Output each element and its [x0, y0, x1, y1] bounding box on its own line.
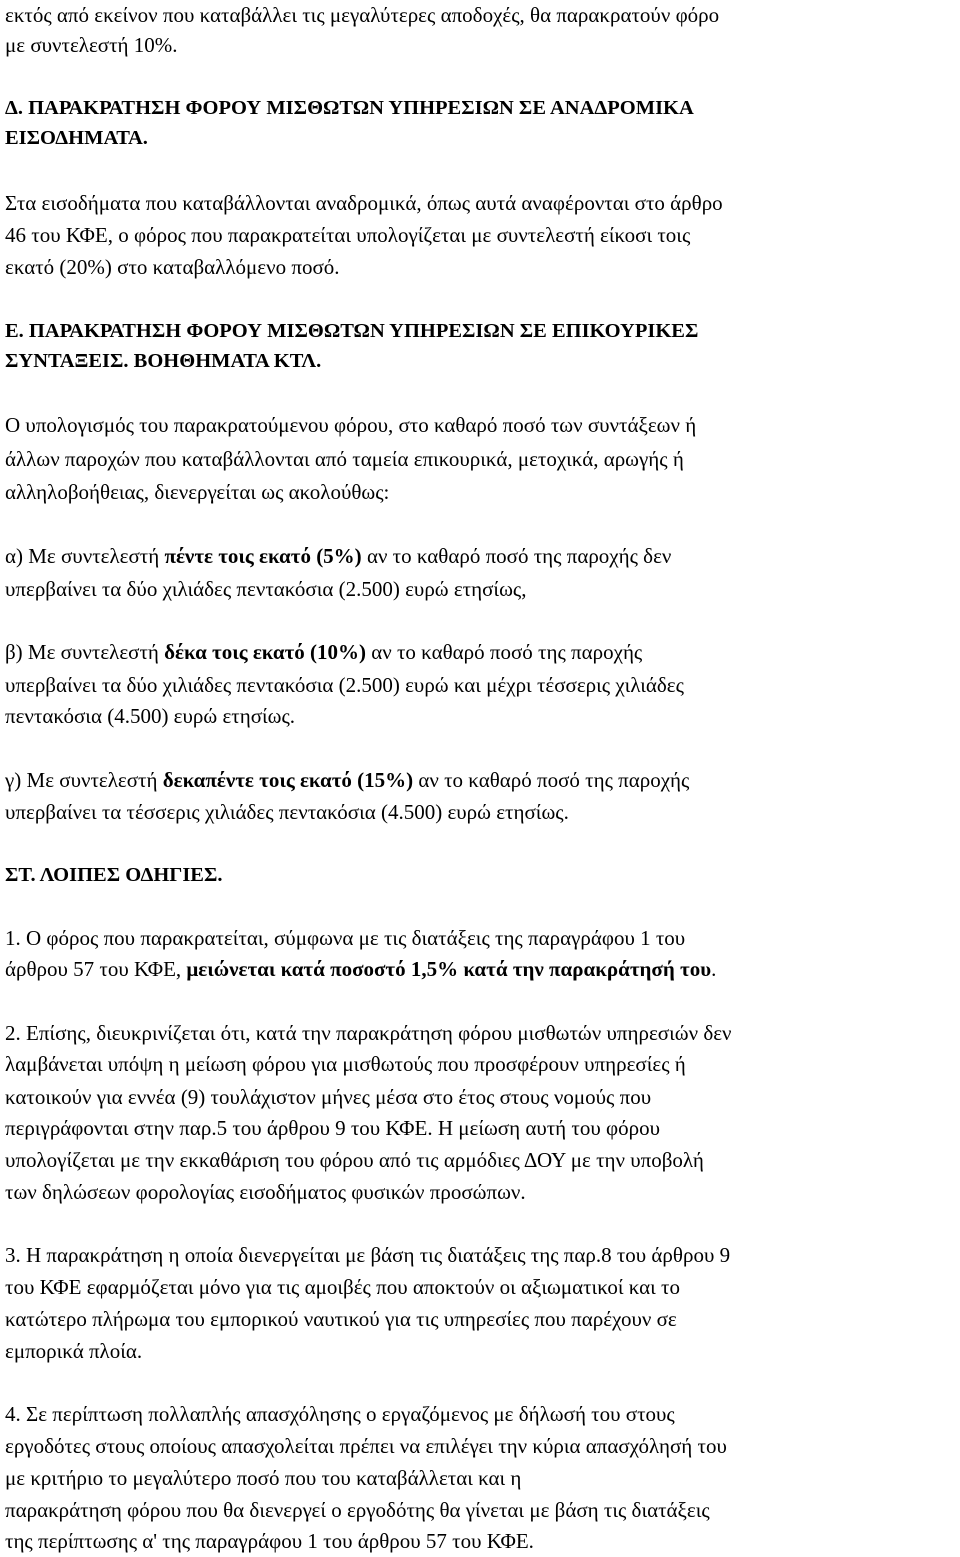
- section-st-heading-text: ΣΤ. ΛΟΙΠΕΣ ΟΔΗΓΙΕΣ.: [5, 864, 223, 886]
- section-e-para-line-1: Ο υπολογισμός του παρακρατούμενου φόρου, στο καθαρό ποσό των συντάξεων ή: [5, 413, 697, 437]
- section-d-heading-line-2: [5, 123, 148, 153]
- item-c-post: αν το καθαρό ποσό της παροχής: [413, 768, 690, 792]
- item-a-post: αν το καθαρό ποσό της παροχής δεν: [361, 544, 672, 568]
- section-e-heading-text-2: ΣΥΝΤΑΞΕΙΣ. ΒΟΗΘΗΜΑΤΑ ΚΤΛ.: [5, 350, 322, 372]
- st-p2-line-3: κατοικούν για εννέα (9) τουλάχιστον μήνες μέσα στο έτος στους νομούς που: [5, 1085, 652, 1109]
- st-p2-line-4: περιγράφονται στην παρ.5 του άρθρου 9 του ΚΦΕ. Η μείωση αυτή του φόρου: [5, 1116, 660, 1140]
- item-a-pre: α) Με συντελεστή: [5, 544, 165, 568]
- item-b-pre: β) Με συντελεστή: [5, 640, 165, 664]
- intro-line-1: εκτός από εκείνον που καταβάλλει τις μεγαλύτερες αποδοχές, θα παρακρατούν φόρο: [5, 3, 720, 27]
- item-c-line-1: [5, 765, 689, 795]
- st-p4-line-1: 4. Σε περίπτωση πολλαπλής απασχόλησης ο εργαζόμενος με δήλωσή του στους: [5, 1402, 675, 1426]
- st-p2-line-6: των δηλώσεων φορολογίας εισοδήματος φυσικών προσώπων.: [5, 1180, 526, 1204]
- section-st-heading: [5, 860, 223, 890]
- st-p3-line-3: κατώτερο πλήρωμα του εμπορικού ναυτικού για τις υπηρεσίες που παρέχουν σε: [5, 1307, 677, 1331]
- st-p2-line-2: λαμβάνεται υπόψη η μείωση φόρου για μισθωτούς που προσφέρουν υπηρεσίες ή: [5, 1052, 686, 1076]
- item-c-rate: δεκαπέντε τοις εκατό (15%): [162, 768, 414, 792]
- st-p1-pre: άρθρου 57 του ΚΦΕ,: [5, 957, 187, 981]
- st-p2-line-5: υπολογίζεται με την εκκαθάριση του φόρου από τις αρμόδιες ΔΟΥ με την υποβολή: [5, 1148, 704, 1172]
- section-e-heading-line-1: [5, 316, 698, 346]
- section-e-heading-line-2: [5, 346, 321, 376]
- section-d-heading-line-1: [5, 93, 694, 123]
- item-b-rate: δέκα τοις εκατό (10%): [164, 640, 366, 664]
- section-e-para-line-2: άλλων παροχών που καταβάλλονται από ταμεία επικουρικά, μετοχικά, αρωγής ή: [5, 447, 684, 471]
- st-p1-post: .: [711, 957, 717, 981]
- st-p1-bold: μειώνεται κατά ποσοστό 1,5% κατά την παρακράτησή του: [186, 957, 712, 981]
- section-d-para-line-1: Στα εισοδήματα που καταβάλλονται αναδρομικά, όπως αυτά αναφέρονται στο άρθρο: [5, 191, 723, 215]
- section-d-para-line-2: 46 του ΚΦΕ, ο φόρος που παρακρατείται υπολογίζεται με συντελεστή είκοσι τοις: [5, 223, 691, 247]
- item-b-post: αν το καθαρό ποσό της παροχής: [366, 640, 643, 664]
- item-b-line-2: υπερβαίνει τα δύο χιλιάδες πεντακόσια (2.500) ευρώ και μέχρι τέσσερις χιλιάδες: [5, 673, 684, 697]
- item-b-line-3: πεντακόσια (4.500) ευρώ ετησίως.: [5, 704, 296, 728]
- section-e-heading-text-1: Ε. ΠΑΡΑΚΡΑΤΗΣΗ ΦΟΡΟΥ ΜΙΣΘΩΤΩΝ ΥΠΗΡΕΣΙΩΝ ΣΕ ΕΠΙΚΟΥΡΙΚΕΣ: [5, 320, 699, 342]
- item-c-pre: γ) Με συντελεστή: [5, 768, 163, 792]
- st-p1-line-1: 1. Ο φόρος που παρακρατείται, σύμφωνα με τις διατάξεις της παραγράφου 1 του: [5, 926, 686, 950]
- item-c-line-2: υπερβαίνει τα τέσσερις χιλιάδες πεντακόσια (4.500) ευρώ ετησίως.: [5, 800, 569, 824]
- st-p3-line-2: του ΚΦΕ εφαρμόζεται μόνο για τις αμοιβές που αποκτούν οι αξιωματικοί και το: [5, 1275, 680, 1299]
- item-a-rate: πέντε τοις εκατό (5%): [164, 544, 362, 568]
- st-p1-line-2: [5, 954, 716, 984]
- st-p4-line-2: εργοδότες στους οποίους απασχολείται πρέπει να επιλέγει την κύρια απασχόλησή του: [5, 1434, 727, 1458]
- st-p4-line-3: με κριτήριο το μεγαλύτερο ποσό που του καταβάλλεται και η: [5, 1466, 522, 1490]
- section-e-para-line-3: αλληλοβοήθειας, διενεργείται ως ακολούθως:: [5, 480, 390, 504]
- item-a-line-1: [5, 541, 671, 571]
- item-a-line-2: υπερβαίνει τα δύο χιλιάδες πεντακόσια (2.500) ευρώ ετησίως,: [5, 577, 527, 601]
- item-b-line-1: [5, 637, 642, 667]
- st-p3-line-1: 3. Η παρακράτηση η οποία διενεργείται με βάση τις διατάξεις της παρ.8 του άρθρου 9: [5, 1243, 731, 1267]
- st-p3-line-4: εμπορικά πλοία.: [5, 1339, 143, 1363]
- intro-line-2: με συντελεστή 10%.: [5, 33, 178, 57]
- st-p2-line-1: 2. Επίσης, διευκρινίζεται ότι, κατά την παρακράτηση φόρου μισθωτών υπηρεσιών δεν: [5, 1021, 732, 1045]
- section-d-para-line-3: εκατό (20%) στο καταβαλλόμενο ποσό.: [5, 255, 340, 279]
- section-d-heading-text-2: ΕΙΣΟΔΗΜΑΤΑ.: [5, 127, 148, 149]
- section-d-heading-text-1: Δ. ΠΑΡΑΚΡΑΤΗΣΗ ΦΟΡΟΥ ΜΙΣΘΩΤΩΝ ΥΠΗΡΕΣΙΩΝ ΣΕ ΑΝΑΔΡΟΜΙΚΑ: [5, 97, 694, 119]
- st-p4-line-4: παρακράτηση φόρου που θα διενεργεί ο εργοδότης θα γίνεται με βάση τις διατάξεις: [5, 1498, 710, 1522]
- st-p4-line-5: της περίπτωσης α' της παραγράφου 1 του άρθρου 57 του ΚΦΕ.: [5, 1529, 534, 1553]
